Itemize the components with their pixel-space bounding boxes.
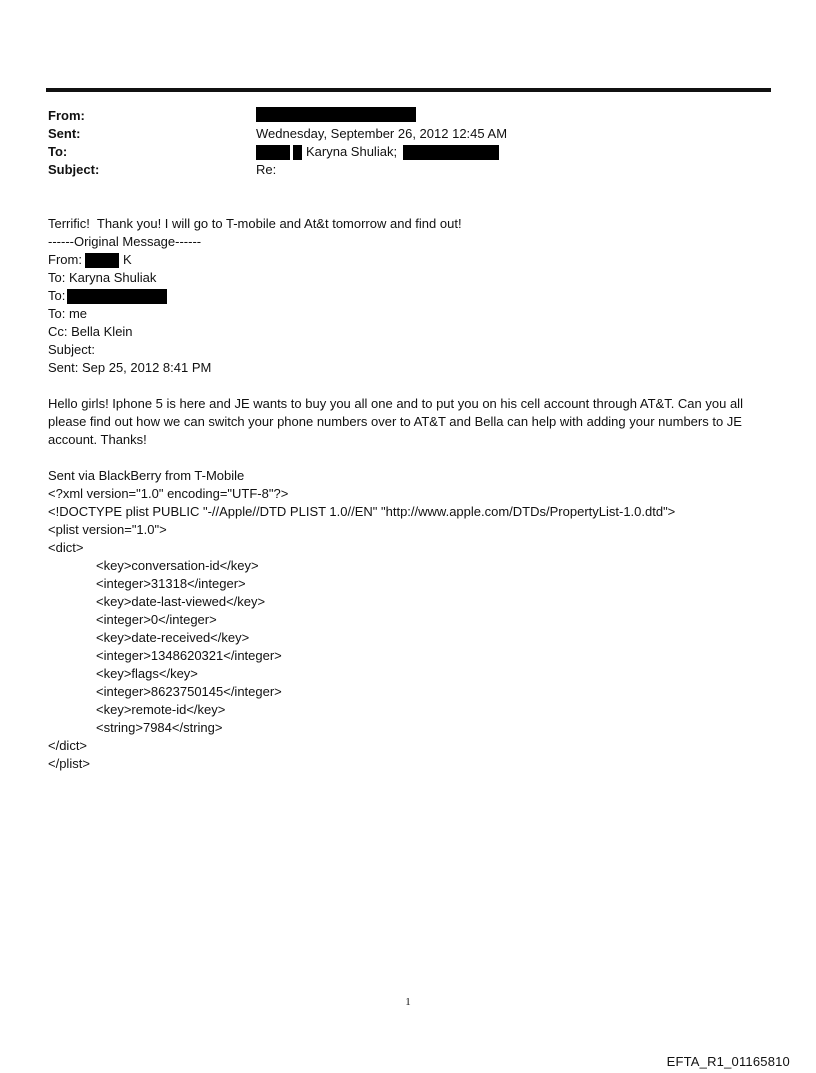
from-label: From: [48,108,85,123]
sent-label: Sent: [48,126,81,141]
original-from-suffix: K [122,252,132,267]
xml-line: <dict> [48,540,84,555]
message-body [48,215,462,377]
original-to-2-label: To: [48,288,66,303]
xml-line: <integer>8623750145</integer> [96,684,282,699]
xml-line: <?xml version="1.0" encoding="UTF-8"?> [48,486,289,501]
xml-line: <key>remote-id</key> [96,702,226,717]
header-sent-row [48,125,748,143]
to-label: To: [48,144,68,159]
header-to-row [48,143,748,161]
original-from-row [48,251,462,269]
xml-line: <key>flags</key> [96,666,198,681]
xml-line: <key>date-last-viewed</key> [96,594,266,609]
xml-block [48,467,675,773]
subject-value: Re: [256,162,277,177]
reply-text: Terrific! Thank you! I will go to T-mobile and At&t tomorrow and find out! [48,216,462,231]
original-sent: Sent: Sep 25, 2012 8:41 PM [48,360,212,375]
redaction-block [403,145,499,160]
to-recipient-name: Karyna Shuliak; [306,144,398,159]
xml-line: <key>date-received</key> [96,630,250,645]
original-to-1: To: Karyna Shuliak [48,270,157,285]
redaction-block [256,145,290,160]
original-message-text: Hello girls! Iphone 5 is here and JE wants to buy you all one and to put you on his cell account through AT&T. Can you all please find out how we can switch your phone numbers over to AT&T and Bella can help with adding your numbers to JE account. Thanks! [48,396,743,447]
xml-line: <string>7984</string> [96,720,223,735]
original-cc: Cc: Bella Klein [48,324,133,339]
original-separator: ------Original Message------ [48,234,202,249]
page-number: 1 [405,996,411,1008]
signature: Sent via BlackBerry from T-Mobile [48,468,245,483]
xml-line: </plist> [48,756,90,771]
redaction-block [293,145,302,160]
xml-lines [48,485,675,773]
xml-line: <!DOCTYPE plist PUBLIC "-//Apple//DTD PLIST 1.0//EN" "http://www.apple.com/DTDs/PropertyList-1.0.dtd"> [48,504,676,519]
original-subject: Subject: [48,342,95,357]
original-from-label: From: [48,252,82,267]
to-value [256,143,499,161]
document-id: EFTA_R1_01165810 [666,1054,790,1069]
xml-line: <key>conversation-id</key> [96,558,259,573]
header-subject-row [48,161,748,179]
xml-line: </dict> [48,738,88,753]
original-to-3: To: me [48,306,88,321]
original-to-2-row [48,287,462,305]
xml-line: <integer>0</integer> [96,612,217,627]
subject-label: Subject: [48,162,100,177]
redaction-block [256,107,416,122]
header-from-row [48,107,748,125]
redaction-block [85,253,119,268]
xml-line: <integer>1348620321</integer> [96,648,282,663]
xml-line: <plist version="1.0"> [48,522,167,537]
header-rule [46,88,771,92]
redaction-block [67,289,167,304]
from-value [256,107,416,122]
xml-line: <integer>31318</integer> [96,576,246,591]
sent-value: Wednesday, September 26, 2012 12:45 AM [256,126,508,141]
